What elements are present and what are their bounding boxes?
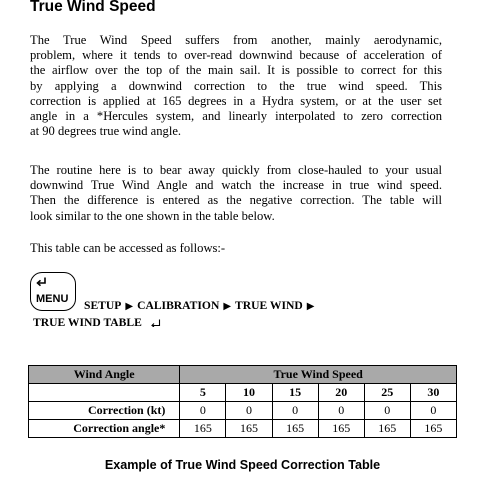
paragraph-line: the airflow over the top of the main sail. It is possible to correct for this	[30, 63, 442, 78]
menu-navigation-path	[84, 299, 319, 312]
menu-key-button[interactable]	[30, 272, 76, 311]
table-cell: 0	[272, 402, 318, 420]
menu-key-label: MENU	[36, 293, 69, 305]
arrow-right-icon: ▶	[223, 301, 232, 312]
access-paragraph: This table can be accessed as follows:-	[30, 241, 226, 255]
paragraph-line: by applying a downwind correction to the true wind speed. This	[30, 78, 442, 93]
speed-header-cell: 15	[272, 384, 318, 402]
table-cell: 0	[180, 402, 226, 420]
table-cell: 0	[226, 402, 272, 420]
speed-header-cell: 10	[226, 384, 272, 402]
table-row	[29, 420, 457, 438]
menu-step-true-wind: TRUE WIND	[235, 299, 303, 312]
table-cell: 165	[364, 420, 410, 438]
true-wind-speed-header: True Wind Speed	[180, 366, 457, 384]
routine-paragraph	[30, 163, 442, 224]
paragraph-line: angle in a *Hercules system, and linearly interpolated to zero correction	[30, 109, 442, 124]
row-label: Correction angle*	[29, 420, 180, 438]
table-header-row	[29, 366, 457, 384]
enter-return-icon	[151, 319, 161, 327]
table-cell: 0	[364, 402, 410, 420]
menu-step-calibration: CALIBRATION	[137, 299, 220, 312]
true-wind-table	[28, 365, 457, 438]
speed-header-cell: 25	[364, 384, 410, 402]
paragraph-line: The True Wind Speed suffers from another, mainly aerodynamic,	[30, 33, 442, 47]
paragraph-line: The routine here is to bear away quickly from close-hauled to your usual	[30, 163, 442, 177]
table-cell: 165	[318, 420, 364, 438]
paragraph-line: Then the difference is entered as the negative correction. The table will	[30, 193, 442, 208]
arrow-right-icon: ▶	[125, 301, 134, 312]
menu-step-true-wind-table: TRUE WIND TABLE	[33, 316, 142, 329]
paragraph-line: at 90 degrees true wind angle.	[30, 124, 182, 139]
menu-navigation-path-end	[33, 316, 161, 329]
menu-step-setup: SETUP	[84, 299, 122, 312]
speed-header-cell: 5	[180, 384, 226, 402]
table-caption: Example of True Wind Speed Correction Table	[104, 458, 381, 472]
enter-arrow-icon	[36, 276, 48, 288]
table-row	[29, 402, 457, 420]
wind-angle-header: Wind Angle	[29, 366, 180, 384]
table-cell: 0	[410, 402, 456, 420]
intro-paragraph	[30, 33, 442, 139]
table-speed-row	[29, 384, 457, 402]
arrow-right-icon: ▶	[306, 301, 315, 312]
row-label: Correction (kt)	[29, 402, 180, 420]
section-heading: True Wind Speed	[30, 0, 156, 15]
table-cell: 165	[272, 420, 318, 438]
table-cell	[29, 384, 180, 402]
paragraph-line: downwind True Wind Angle and watch the increase in true wind speed.	[30, 178, 442, 193]
speed-header-cell: 20	[318, 384, 364, 402]
paragraph-line: look similar to the one shown in the table below.	[30, 208, 275, 223]
table-cell: 165	[226, 420, 272, 438]
table-cell: 0	[318, 402, 364, 420]
paragraph-line: problem, where it tends to over-read downwind because of acceleration of	[30, 48, 442, 63]
table-cell: 165	[410, 420, 456, 438]
paragraph-line: correction is applied at 165 degrees in a Hydra system, or at the user set	[30, 93, 442, 108]
speed-header-cell: 30	[410, 384, 456, 402]
table-cell: 165	[180, 420, 226, 438]
